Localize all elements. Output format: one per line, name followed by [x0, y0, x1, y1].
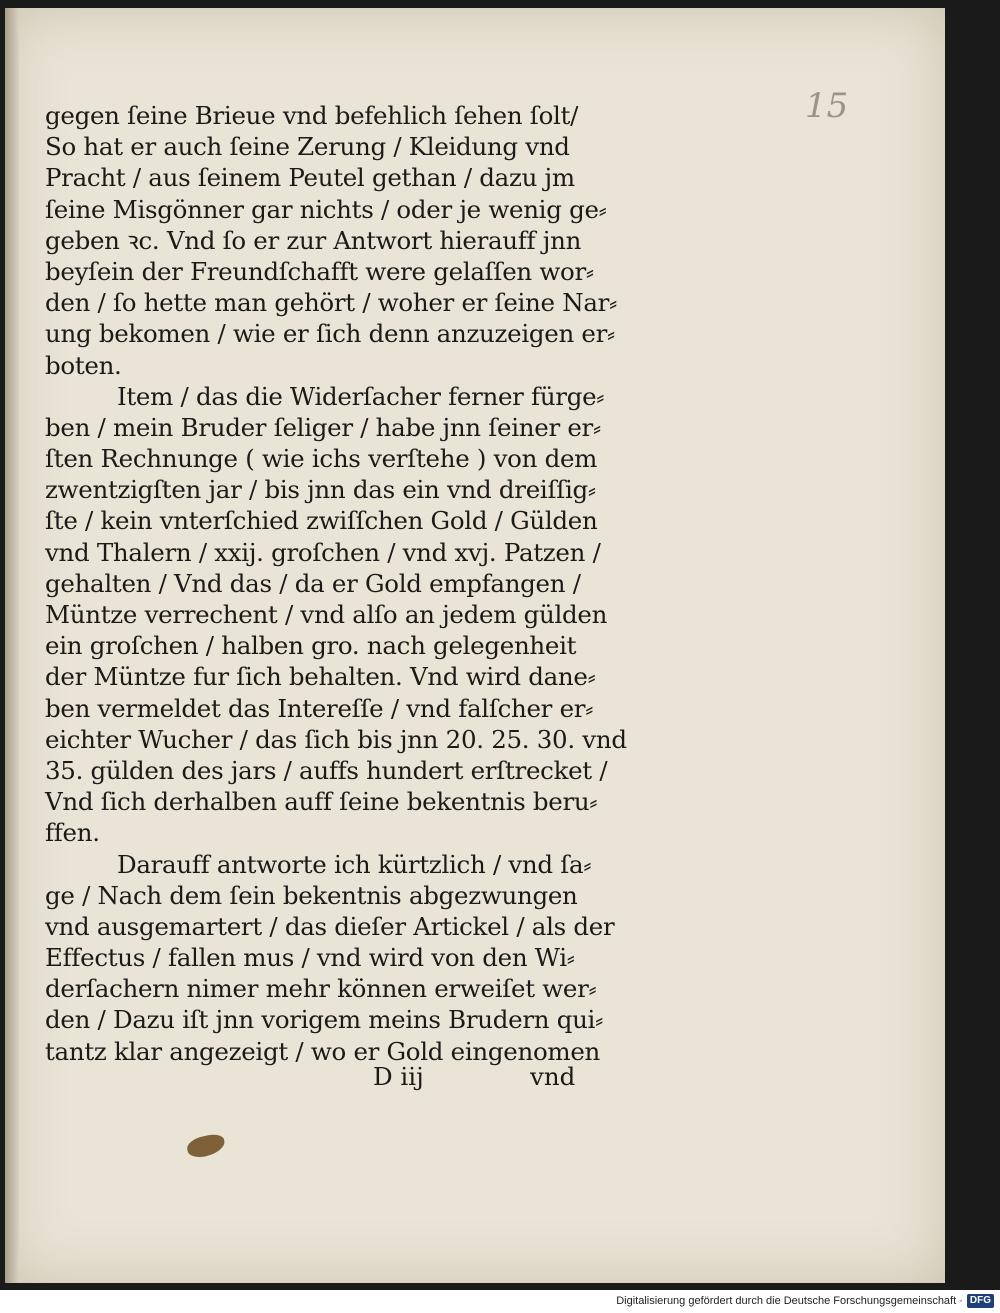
ink-stain: [185, 1132, 226, 1159]
body-text: [45, 100, 645, 1067]
text-line: den / Dazu iſt jnn vorigem meins Brudern qui⸗: [45, 1005, 603, 1035]
folio-number: 15: [805, 86, 849, 126]
footer-credit: Digitalisierung gefördert durch die Deutsche Forschungsgemeinschaft ·: [616, 1295, 963, 1307]
dfg-logo: DFG: [967, 1294, 994, 1308]
digitization-footer: [616, 1293, 994, 1309]
text-line: gehalten / Vnd das / da er Gold empfangen /: [45, 568, 581, 598]
text-line: ben / mein Bruder ſeliger / habe jnn ſeiner er⸗: [45, 412, 601, 442]
text-line: 35. gülden des jars / auffs hundert erſtrecket /: [45, 755, 608, 785]
page: [5, 8, 945, 1283]
text-line: Müntze verrechent / vnd alſo an jedem gülden: [45, 600, 608, 629]
text-line: geben ꝛc. Vnd ſo er zur Antwort hierauff jnn: [45, 225, 582, 255]
text-line: ung bekomen / wie er ſich denn anzuzeigen er⸗: [45, 319, 615, 349]
signature-mark: D iij: [373, 1062, 424, 1091]
text-line: gegen ſeine Brieue vnd befehlich ſehen ſolt/: [45, 101, 579, 130]
text-line: Item / das die Widerſacher ferner fürge⸗: [117, 381, 605, 411]
text-line: vnd ausgemartert / das dieſer Artickel / als der: [45, 911, 615, 941]
text-line: ge / Nach dem ſein bekentnis abgezwungen: [45, 880, 578, 910]
text-line: Vnd ſich derhalben auff ſeine bekentnis beru⸗: [45, 787, 598, 817]
text-line: vnd Thalern / xxij. groſchen / vnd xvj. Patzen /: [45, 537, 601, 567]
text-line: eichter Wucher / das ſich bis jnn 20. 25. 30. vnd: [45, 724, 627, 754]
text-line: beyſein der Freundſchafft were gelaſſen wor⸗: [45, 256, 594, 286]
text-line: ffen.: [45, 818, 100, 848]
text-line: Pracht / aus ſeinem Peutel gethan / dazu jm: [45, 163, 575, 193]
text-line: Effectus / fallen mus / vnd wird von den Wi⸗: [45, 943, 575, 973]
text-line: boten.: [45, 350, 122, 380]
text-line: den / ſo hette man gehört / woher er ſeine Nar⸗: [45, 288, 617, 318]
text-line: tantz klar angezeigt / wo er Gold eingenomen: [45, 1036, 601, 1066]
text-line: zwentzigſten jar / bis jnn das ein vnd dreiſſig⸗: [45, 475, 596, 505]
text-line: ein groſchen / halben gro. nach gelegenheit: [45, 631, 577, 661]
text-line: ſte / kein vnterſchied zwiſſchen Gold / Gülden: [45, 506, 598, 536]
text-line: ſten Rechnunge ( wie ichs verſtehe ) von dem: [45, 444, 598, 474]
catchword: vnd: [530, 1062, 576, 1091]
text-line: derſachern nimer mehr können erweiſet wer⸗: [45, 974, 597, 1004]
text-line: der Müntze fur ſich behalten. Vnd wird dane⸗: [45, 662, 596, 692]
text-line: Darauff antworte ich kürtzlich / vnd ſa⸗: [117, 849, 592, 879]
text-line: ben vermeldet das Intereſſe / vnd falſcher er⸗: [45, 693, 594, 723]
text-line: ſeine Misgönner gar nichts / oder je wenig ge⸗: [45, 194, 607, 224]
text-line: So hat er auch ſeine Zerung / Kleidung vnd: [45, 132, 570, 162]
page-foot: [5, 1062, 645, 1094]
